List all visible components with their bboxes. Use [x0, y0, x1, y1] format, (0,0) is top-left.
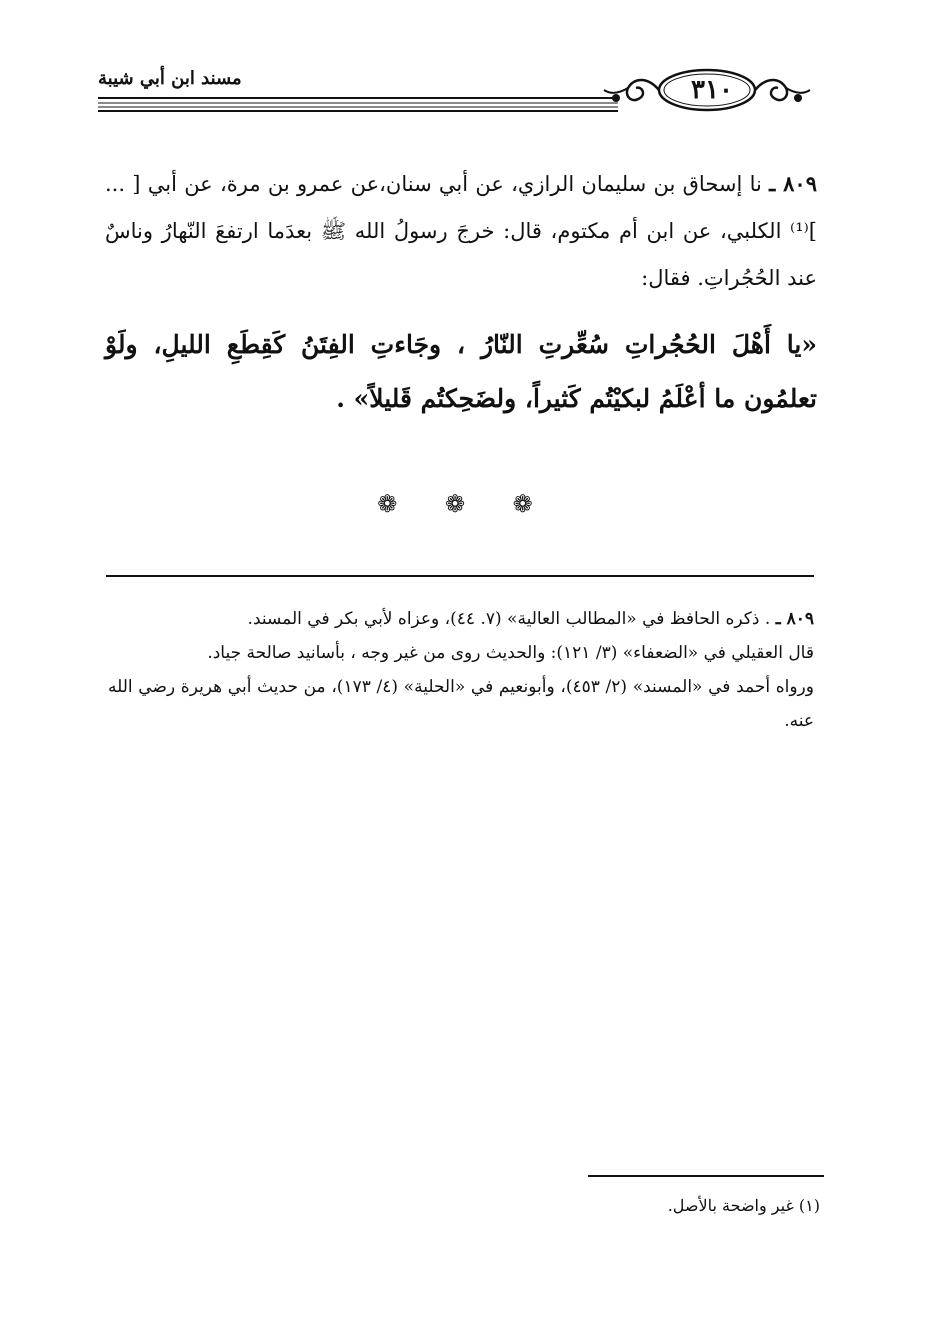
- note-line-1: [108, 602, 814, 636]
- footnote: (١) غير واضحة بالأصل.: [667, 1196, 820, 1215]
- notes-divider: [106, 575, 814, 577]
- hadith-number: ٨٠٩ ـ: [769, 171, 817, 196]
- section-separator: ❁ ❁ ❁: [377, 490, 553, 518]
- takhrij-notes: [108, 602, 814, 738]
- isnad-text: نا إسحاق بن سليمان الرازي، عن أبي سنان،عن عمرو بن مرة، عن أبي [ ... ]⁽¹⁾ الكلبي، عن ابن أم مكتوم، قال: خرجَ رسولُ الله ﷺ بعدَما ارتفعَ النّهارُ وناسٌ عند الحُجُراتِ. فقال:: [105, 172, 817, 290]
- running-title: مسند ابن أبي شيبة: [98, 68, 242, 89]
- note-line-2: قال العقيلي في «الضعفاء» (٣/ ١٢١): والحديث روى من غير وجه ، بأسانيد صالحة جياد.: [207, 643, 814, 663]
- page-number: ٣١٠: [691, 75, 733, 105]
- note-line-3: ورواه أحمد في «المسند» (٢/ ٤٥٣)، وأبونعيم في «الحلية» (٤/ ١٧٣)، من حديث أبي هريرة رضي الله عنه.: [108, 677, 814, 731]
- footnote-divider: [588, 1175, 824, 1177]
- header-rule-lines: [98, 96, 618, 114]
- note-line-1-text: . ذكره الحافظ في «المطالب العالية» (٧. ٤٤)، وعزاه لأبي بكر في المسند.: [247, 609, 771, 629]
- page-header: [98, 64, 818, 124]
- hadith-isnad-paragraph: [105, 160, 817, 302]
- note-number: ٨٠٩ ـ: [775, 609, 814, 629]
- hadith-matn: «يا أَهْلَ الحُجُراتِ سُعِّرتِ النّارُ ، وجَاءتِ الفِتَنُ كَقِطَعِ الليلِ، ولَوْ تعلمُون ما أعْلَمُ لبكيْتُم كَثيراً، ولضَحِكتُم قَليلاً» .: [105, 330, 817, 413]
